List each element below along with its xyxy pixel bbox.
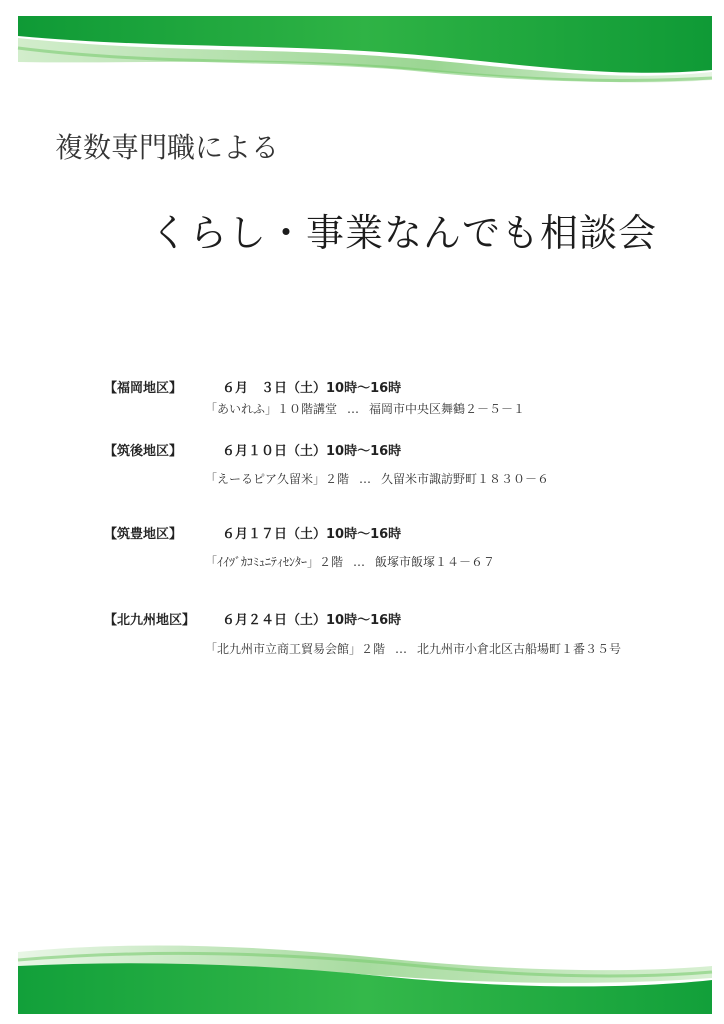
separator: … [359,472,372,486]
venue-name: 「あいれふ」１０階講堂 [205,402,338,416]
venue-name: 「ｲｲﾂﾞｶｺﾐｭﾆﾃｨｾﾝﾀｰ」２階 [205,555,344,569]
event-datetime: ６月１７日（土）10時〜16時 [222,527,402,542]
event-datetime: ６月 ３日（土）10時〜16時 [222,381,402,396]
separator: … [353,555,366,569]
bottom-wave-banner [0,930,724,1016]
venue-address: 久留米市諏訪野町１８３０－６ [381,472,550,486]
page-title: くらし・事業なんでも相談会 [150,211,658,255]
event-datetime: ６月２４日（土）10時〜16時 [222,613,402,628]
event-venue-line [205,400,525,417]
venue-address: 飯塚市飯塚１４－６７ [375,555,496,569]
separator: … [347,402,360,416]
event-venue-line [205,553,495,570]
venue-name: 「北九州市立商工貿易会館」２階 [205,642,386,656]
region-label: 【福岡地区】 [104,381,183,396]
venue-address: 福岡市中央区舞鶴２－５－１ [369,402,526,416]
region-label: 【筑豊地区】 [104,527,183,542]
venue-address: 北九州市小倉北区古船場町１番３５号 [417,642,622,656]
event-venue-line [205,640,621,657]
event-datetime: ６月１０日（土）10時〜16時 [222,444,402,459]
region-label: 【北九州地区】 [104,613,196,628]
separator: … [395,642,408,656]
event-venue-line [205,470,549,487]
region-label: 【筑後地区】 [104,444,183,459]
subtitle: 複数専門職による [55,131,280,164]
top-wave-banner [0,8,724,88]
venue-name: 「えーるピア久留米」２階 [205,472,350,486]
